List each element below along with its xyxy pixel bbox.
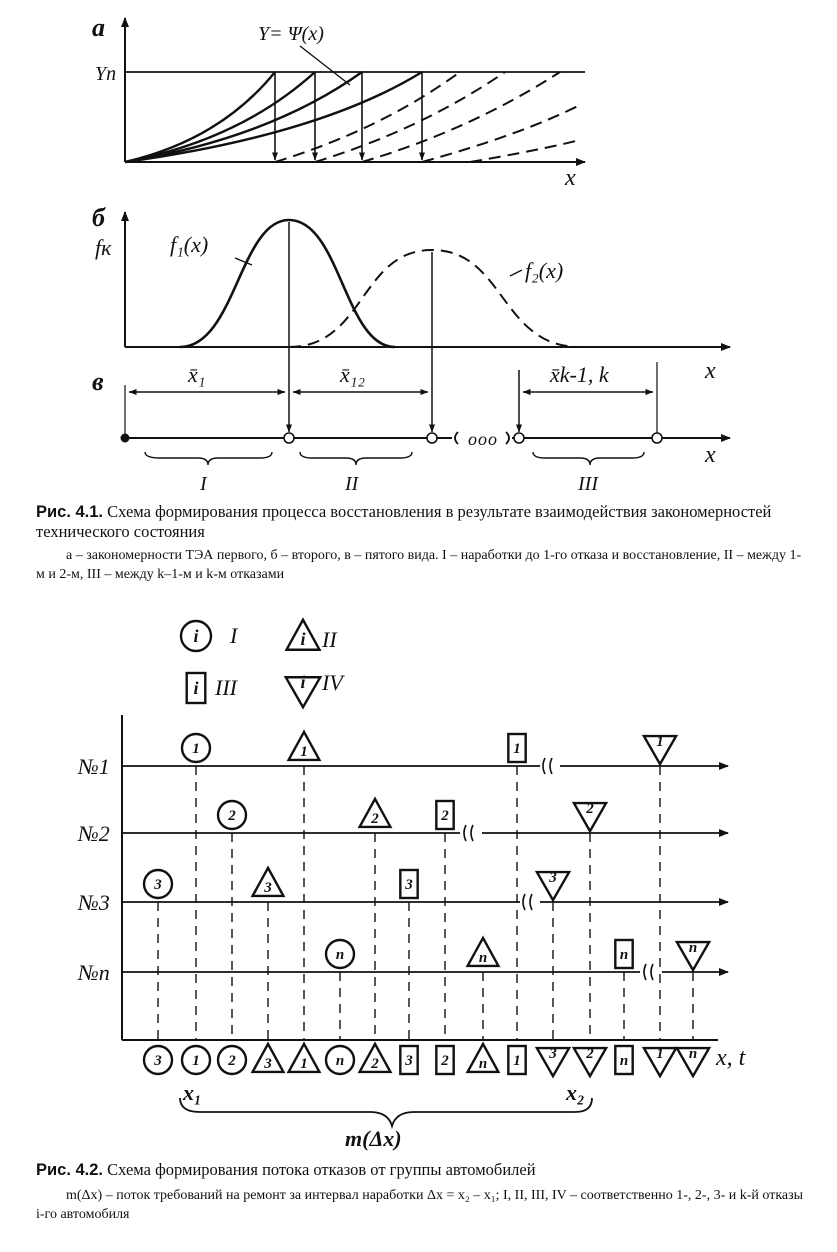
marker-symbol: 1	[656, 1046, 664, 1062]
axis-label-xt: x, t	[716, 1045, 746, 1071]
failure-marker-circle	[182, 734, 210, 762]
marker-symbol: 3	[154, 877, 162, 893]
interval-2-label: x̄₁₂	[340, 362, 366, 387]
marker-symbol: n	[478, 1056, 488, 1072]
failure-marker-circle	[218, 801, 246, 829]
marker-symbol: 1	[513, 1053, 521, 1069]
marker-symbol: 1	[192, 1053, 200, 1069]
marker-symbol: 2	[228, 808, 236, 824]
bottom-sequence	[144, 1044, 709, 1076]
marker-symbol: 2	[586, 1046, 594, 1062]
brace-1	[145, 452, 272, 465]
legend-label: I	[230, 623, 238, 648]
sequence-marker-triangle-down	[574, 1046, 606, 1076]
failure-marker-triangle-up	[468, 938, 499, 966]
start-dot	[121, 434, 129, 442]
failure-marker-square	[436, 801, 453, 829]
failure-marker-triangle-up	[360, 799, 391, 827]
figure-4-2-caption	[36, 1160, 806, 1180]
marker-symbol: 2	[441, 1053, 449, 1069]
marker-symbol: 3	[549, 1046, 557, 1062]
sequence-marker-square	[615, 1046, 632, 1074]
solid-curves	[125, 72, 422, 162]
failure-markers	[144, 732, 709, 970]
figure-4-1-caption-label: Рис. 4.1.	[36, 503, 104, 521]
figure-4-2-caption-label: Рис. 4.2.	[36, 1161, 104, 1179]
marker-symbol: n	[478, 950, 488, 966]
marker-symbol: 3	[405, 877, 413, 893]
curve-label-psi: Y= Ψ(x)	[258, 23, 324, 45]
panel-b-letter: б	[92, 203, 105, 232]
sequence-marker-circle	[218, 1046, 246, 1074]
failure-marker-square	[508, 734, 525, 762]
f2-leader-line	[510, 270, 522, 276]
failure-marker-circle	[326, 940, 354, 968]
sequence-marker-circle	[144, 1046, 172, 1074]
roman-2: II	[345, 473, 359, 495]
ellipsis-marker: ooo	[468, 429, 498, 449]
panel-a	[125, 18, 585, 162]
brace-2	[300, 452, 412, 465]
failure-marker-triangle-up	[253, 868, 284, 896]
marker-symbol: 2	[371, 1056, 379, 1072]
marker-symbol: n	[335, 1053, 345, 1069]
panel-c-letter: в	[92, 367, 104, 396]
marker-symbol: n	[619, 947, 629, 963]
legend-symbol-triangle-up	[287, 620, 320, 650]
marker-symbol: 3	[264, 880, 272, 896]
marker-symbol: 2	[371, 811, 379, 827]
legend	[181, 620, 345, 708]
marker-symbol: 1	[300, 1056, 308, 1072]
roman-3: III	[578, 473, 598, 495]
threshold-label: Yп	[95, 63, 117, 85]
marker-symbol: i	[193, 678, 199, 698]
legend-symbol-square	[187, 673, 206, 703]
row-label-1: №1	[78, 754, 110, 779]
figure-4-1-labels	[92, 13, 716, 495]
panel-b	[125, 212, 730, 347]
figure-4-2-labels	[77, 754, 747, 1151]
sequence-marker-circle	[182, 1046, 210, 1074]
sequence-marker-triangle-down	[677, 1046, 709, 1076]
sequence-marker-square	[508, 1046, 525, 1074]
figure-4-1-note: а – закономерности ТЭА первого, б – второго, в – пятого вида. I – наработки до 1-го отказа и восстановление, II – между 1-м и 2-м, III – между k–1-м и k-м отказами	[36, 548, 802, 582]
marker-symbol: 2	[228, 1053, 236, 1069]
marker-symbol: i	[300, 629, 306, 649]
sequence-marker-triangle-up	[468, 1044, 499, 1072]
panel-c	[121, 222, 730, 465]
marker-symbol: 3	[549, 870, 557, 886]
figure-4-2-caption-text: Схема формирования потока отказов от группы автомобилей	[107, 1160, 536, 1179]
brace-3	[533, 452, 644, 465]
marker-symbol: 3	[154, 1053, 162, 1069]
marker-symbol: i	[193, 626, 199, 646]
marker-symbol: 3	[264, 1056, 272, 1072]
figure-4-1-caption	[36, 502, 806, 542]
sequence-marker-triangle-up	[253, 1044, 284, 1072]
failure-marker-square	[615, 940, 632, 968]
failure-marker-triangle-up	[289, 732, 320, 760]
marker-symbol: 2	[441, 808, 449, 824]
marker-symbol: n	[335, 947, 345, 963]
break-right	[506, 432, 509, 444]
interval-1-label: x̄₁	[188, 362, 206, 387]
sequence-marker-triangle-down	[644, 1046, 676, 1076]
interval-3-label: x̄k-1, k	[550, 362, 609, 387]
panel-b-y-label: fк	[95, 235, 112, 260]
panel-c-x-label: x	[705, 442, 716, 468]
failure-marker-circle	[144, 870, 172, 898]
failure-point-4	[652, 433, 662, 443]
f2-label: f₂(x)	[525, 258, 564, 283]
marker-symbol: 2	[586, 801, 594, 817]
row-label-n: №n	[78, 960, 110, 985]
panel-a-letter: а	[92, 13, 105, 42]
failure-marker-triangle-down	[644, 734, 676, 764]
m-delta-x-label: m(Δx)	[345, 1126, 402, 1151]
sequence-marker-circle	[326, 1046, 354, 1074]
m-delta-x-brace	[180, 1098, 592, 1126]
marker-symbol: 1	[300, 744, 308, 760]
marker-symbol: 1	[192, 741, 200, 757]
legend-label: II	[322, 627, 337, 652]
failure-point-2	[427, 433, 437, 443]
legend-label: III	[215, 675, 237, 700]
failure-marker-triangle-down	[677, 940, 709, 970]
marker-symbol: n	[619, 1053, 629, 1069]
marker-symbol: n	[688, 1046, 698, 1062]
figure-4-1-caption-text: Схема формирования процесса восстановления в результате взаимодействия закономерностей технического состояния	[36, 502, 772, 541]
legend-symbol-circle	[181, 621, 211, 651]
f1-label: f₁(x)	[170, 232, 209, 257]
failure-marker-square	[400, 870, 417, 898]
failure-marker-triangle-down	[574, 801, 606, 831]
figure-4-2	[122, 715, 728, 1126]
panel-b-x-label: x	[705, 358, 716, 384]
failure-marker-triangle-down	[537, 870, 569, 900]
panel-a-x-label: x	[565, 165, 576, 191]
figure-4-2-note: m(Δx) – поток требований на ремонт за интервал наработки Δx = x₂ – x₁; I, II, III, IV – соответственно 1-, 2-, 3- и k-й отказы i-го автомобиля	[36, 1188, 804, 1222]
legend-symbol-triangle-down	[286, 672, 321, 707]
marker-symbol: 1	[513, 741, 521, 757]
sequence-marker-triangle-up	[289, 1044, 320, 1072]
figure-4-1	[121, 18, 730, 465]
dashed-curves	[275, 72, 580, 162]
failure-point-1	[284, 433, 294, 443]
x1-label: x₁	[183, 1080, 202, 1105]
x2-label: x₂	[566, 1080, 585, 1105]
curve-f1	[180, 220, 395, 347]
roman-1: I	[200, 473, 207, 495]
marker-symbol: 1	[656, 734, 664, 750]
sequence-marker-square	[400, 1046, 417, 1074]
break-left	[455, 432, 458, 444]
row-label-2: №2	[78, 821, 110, 846]
failure-point-3	[514, 433, 524, 443]
marker-symbol: n	[688, 940, 698, 956]
marker-symbol: 3	[405, 1053, 413, 1069]
row-label-3: №3	[78, 890, 110, 915]
legend-label: IV	[322, 670, 343, 695]
sequence-marker-square	[436, 1046, 453, 1074]
marker-symbol: i	[300, 672, 306, 692]
sequence-marker-triangle-up	[360, 1044, 391, 1072]
sequence-marker-triangle-down	[537, 1046, 569, 1076]
